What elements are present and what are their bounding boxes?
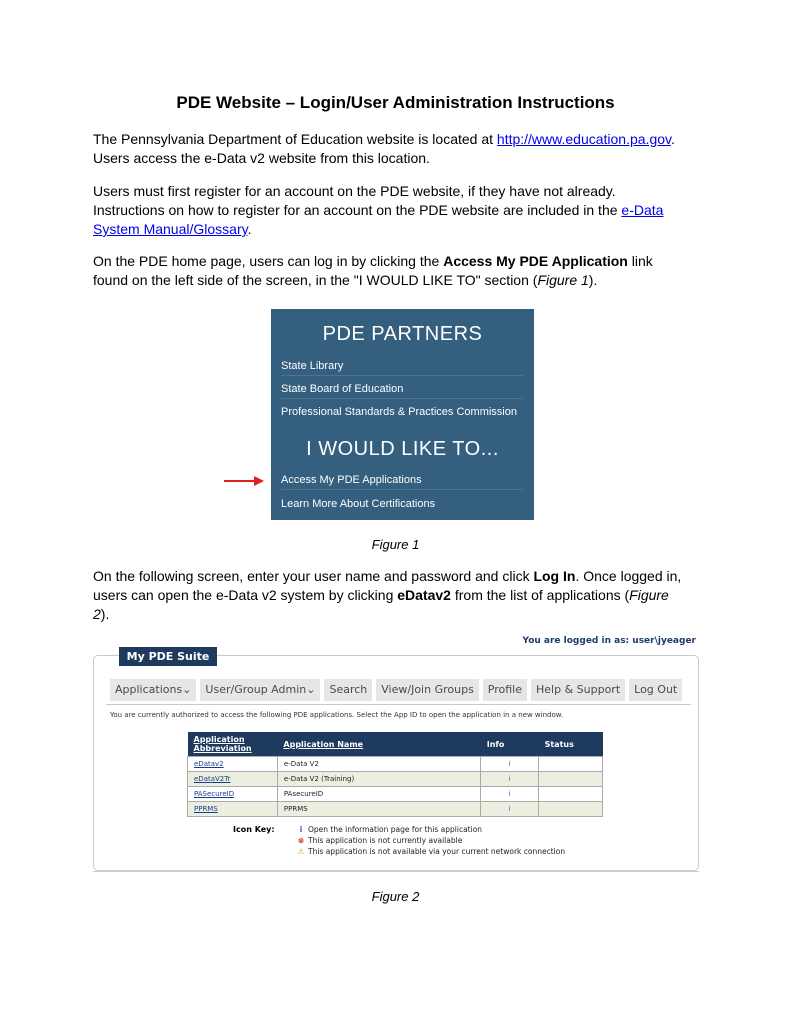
app-name-cell: e-Data V2 (Training) [277,772,480,787]
menu-item-certifications[interactable]: Learn More About Certifications [281,498,436,510]
menu-item-state-board[interactable]: State Board of Education [281,383,523,399]
register-paragraph [93,182,703,239]
manual-link-part2[interactable]: System Manual/Glossary [93,221,248,237]
icon-key-warning-row [297,847,565,856]
status-cell [539,772,603,787]
applications-table [187,732,603,817]
status-cell [539,802,603,817]
open-text1: On the following screen, enter your user name and password and click [93,568,534,584]
login-line2: found on the left side of the screen, in the "I WOULD LIKE TO" section ( [93,272,538,288]
icon-key-error-row [297,836,462,845]
intro-period: . [670,131,675,147]
table-row [188,787,603,802]
info-icon[interactable]: i [481,802,539,817]
info-icon[interactable]: i [481,757,539,772]
table-row [188,802,603,817]
header-status: Status [539,732,603,757]
login-text2: link [627,253,653,269]
nav-help-support[interactable]: Help & Support [531,679,625,701]
menu-item-professional-standards[interactable]: Professional Standards & Practices Commission [281,406,517,418]
app-link-pasecureid[interactable]: PASecureID [188,787,278,802]
figure1-caption: Figure 1 [371,537,420,552]
icon-key-warning-text: This application is not available via your current network connection [308,847,566,856]
header-info: Info [481,732,539,757]
nav-log-out[interactable]: Log Out [629,679,682,701]
suite-navbar [110,679,682,701]
page-title: PDE Website – Login/User Administration Instructions [176,93,615,112]
status-cell [539,757,603,772]
app-link-edatav2tr[interactable]: eDataV2Tr [188,772,278,787]
app-link-edatav2[interactable]: eDatav2 [188,757,278,772]
icon-key-error-text: This application is not currently available [308,836,463,845]
red-arrow-icon [224,475,264,487]
login-end: ). [588,272,598,288]
register-period: . [247,221,252,237]
login-text1: On the PDE home page, users can log in by clicking the [93,253,444,269]
manual-link-part1[interactable]: e-Data [621,202,664,218]
nav-profile[interactable]: Profile [483,679,527,701]
icon-key-label: Icon Key: [233,825,275,834]
pde-partners-heading: PDE PARTNERS [322,323,483,345]
edatav2-label: eDatav2 [397,587,451,603]
open-line2: users can open the e-Data v2 system by clicking [93,587,398,603]
open-end: ). [100,606,110,622]
error-icon: ⊗ [297,836,305,845]
table-header-row [188,732,603,757]
app-name-cell: PAsecureID [277,787,480,802]
login-paragraph [93,252,703,290]
i-would-like-to-heading: I WOULD LIKE TO... [306,438,499,460]
intro-line2: Users access the e-Data v2 website from this location. [93,150,430,166]
warning-icon: ⚠ [297,847,305,856]
header-app-abbreviation[interactable]: Application Abbreviation [188,732,278,757]
menu-item-access-applications[interactable]: Access My PDE Applications [281,474,523,490]
info-icon[interactable]: i [481,787,539,802]
figure2-ref: Figure [629,587,669,603]
info-icon[interactable]: i [481,772,539,787]
app-link-pprms[interactable]: PPRMS [188,802,278,817]
intro-text: The Pennsylvania Department of Education website is located at [93,131,497,147]
nav-user-group-admin[interactable]: User/Group Admin⌄ [200,679,320,701]
register-line1: Users must first register for an account on the PDE website, if they have not already. [93,183,616,199]
icon-key-info-row [297,825,482,834]
open-system-paragraph [93,567,703,624]
figure1-pde-partners-panel [271,309,534,520]
table-row [188,772,603,787]
app-name-cell: PPRMS [277,802,480,817]
nav-divider [106,704,691,705]
status-cell [539,787,603,802]
nav-search[interactable]: Search [324,679,372,701]
app-name-cell: e-Data V2 [277,757,480,772]
pde-website-link[interactable]: http://www.education.pa.gov [496,131,671,147]
header-app-name[interactable]: Application Name [277,732,480,757]
open-text3: from the list of applications ( [450,587,630,603]
register-line2: Instructions on how to register for an account on the PDE website are included in the [93,202,622,218]
icon-key-info-text: Open the information page for this application [308,825,483,834]
figure2-bottom-rule [93,871,699,872]
table-row [188,757,603,772]
intro-paragraph [93,130,703,168]
my-pde-suite-title: My PDE Suite [119,647,217,666]
info-icon: i [299,825,303,834]
log-in-label: Log In [533,568,576,584]
authorized-apps-text: You are currently authorized to access the following PDE applications. Select the App ID to open the application in a new window. [110,711,564,719]
nav-view-join-groups[interactable]: View/Join Groups [376,679,479,701]
figure2-ref-number: 2 [93,606,101,622]
nav-applications[interactable]: Applications⌄ [110,679,196,701]
logged-in-status: You are logged in as: user\jyeager [522,636,696,646]
figure1-ref: Figure 1 [537,272,589,288]
access-link-name: Access My PDE Application [443,253,628,269]
open-text2: . Once logged in, [575,568,682,584]
figure2-caption: Figure 2 [371,889,420,904]
menu-item-state-library[interactable]: State Library [281,360,523,376]
